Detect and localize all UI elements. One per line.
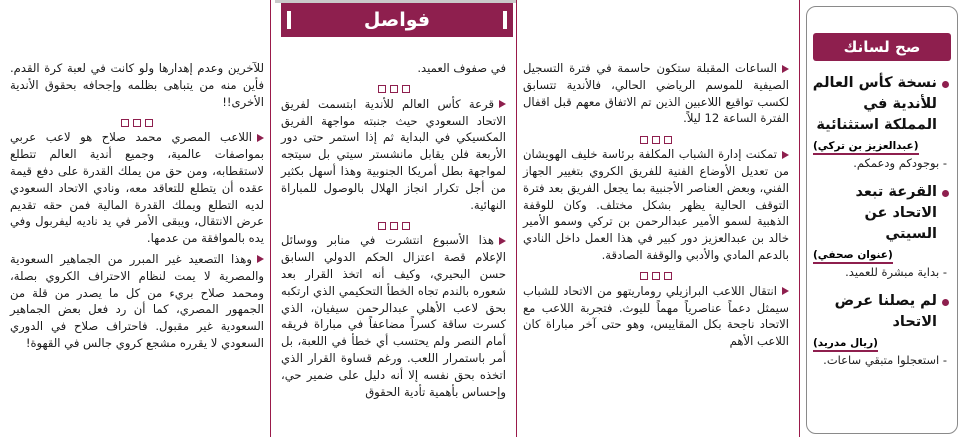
quote-item [811, 182, 949, 281]
bullet-arrow-icon [782, 151, 789, 159]
section-title: فواصل [281, 3, 513, 37]
paragraph: قرعة كأس العالم للأندية ابتسمت لفريق الاتحاد السعودي حيث جنبته مواجهة الفريق المكسيكي في البداية ثم إذا استمر حتى دور الأربعة فلن يقابل مانشستر سيتي بل سيتجه لمواجهة بطل أمريكا الجنوبية وهذا أسهل بكثير من أجل تكرار انجاز الهلال بالوصول للمباراة النهائية. [281, 96, 506, 212]
bullet-dot-icon [942, 190, 949, 197]
quote-title: القرعة تبعد الاتحاد عن السيتي [855, 184, 937, 242]
separator-squares [523, 268, 789, 278]
paragraph: الساعات المقبلة ستكون حاسمة في فترة التسجيل الصيفية للموسم الرياضي الحالي، فالأندية تتسابق لكسب تواقيع اللاعبين الذين تم الاتفاق معهم قبل اقفال الفترة الساعة 12 ليلاً. [523, 61, 789, 126]
quote-item [811, 73, 949, 172]
quote-title: نسخة كأس العالم للأندية في المملكة استثنائية [812, 75, 937, 133]
sidebar-title: صح لسانك [813, 33, 951, 61]
paragraph: اللاعب المصري محمد صلاح هو لاعب عربي بمواصفات عالمية، وجميع أندية العالم تتطلع لاستقطابه، ومن حق من يملك القدرة على دفع قيمة عقده أن يتطلع للتعاقد معه، ونادي الاتحاد السعودي لديه التطلع ويملك القدرة المالية فمن حقه تقديم عرض الانتقال، ويبقى الأمر في يد ناديه ليفربول وفي يده بالموافقة من عدمها. [10, 130, 264, 246]
separator-squares [281, 217, 506, 227]
quote-item [811, 291, 949, 369]
quote-source: (عنوان صحفي) [811, 249, 949, 261]
quote-comment: - استعجلوا متبقي ساعات. [823, 353, 947, 367]
bullet-dot-icon [942, 299, 949, 306]
quote-title: لم يصلنا عرض الاتحاد [834, 293, 937, 330]
bullet-arrow-icon [499, 237, 506, 245]
bullet-arrow-icon [257, 255, 264, 263]
quote-head [811, 182, 949, 245]
paragraph: للآخرين وعدم إهدارها ولو كانت في لعبة كرة القدم. فأين منه من يتباهى بظلمه وإجحافه بحقوق الأندية الأخرى!! [10, 61, 264, 109]
separator-squares [281, 81, 506, 91]
separator-squares [10, 114, 264, 124]
quote-head [811, 291, 949, 333]
paragraph: انتقال اللاعب البرازيلي روماريتهو من الاتحاد للشباب سيمثل دعماً عناصرياً مهماً لليوث. فتجربة اللاعب مع الاتحاد ناجحة بكل المقاييس، وهو حتى آخر مباراة كان اللاعب الأهم [523, 283, 789, 349]
paragraph: تمكنت إدارة الشباب المكلفة برئاسة خليف الهويشان من تعديل الأوضاع الفنية للفريق الكروي بتغيير الجهاز الفني، وبعض العناصر الأجنبية بما يجعل الفريق بعد فترة التوقف الحالية يظهر بشكل مختلف. وكان للوقفة الذهبية لسمو الأمير عبدالرحمن بن تركي وسمو الأمير خالد بن عبدالعزيز دور كبير في هذا العمل داخل النادي بالدعم المادي والأدبي والوقفة الصادقة. [523, 147, 789, 262]
quote-head [811, 73, 949, 136]
paragraph: في صفوف العميد. [417, 61, 506, 75]
quote-comment: - بوجودكم ودعمكم. [853, 156, 947, 170]
separator-squares [523, 131, 789, 141]
bullet-arrow-icon [257, 134, 264, 142]
column-left [4, 0, 271, 437]
paragraph: وهذا التصعيد غير المبرر من الجماهير السعودية والمصرية لا يمت لنظام الاحتراف الكروي بصلة، ومحمد صلاح بريء من كل ما يصدر من قلة من الجمهور المصري، كما أن رد فعل بعض الجماهير السعودية غير مقبول. فاحتراف صلاح في الدوري السعودي لا يقرره مشجع كروي جالس في القهوة! [10, 251, 264, 350]
quote-source: (ريال مدريد) [811, 337, 949, 349]
bullet-arrow-icon [499, 100, 506, 108]
quote-comment: - بداية مبشرة للعميد. [845, 265, 947, 279]
column-middle [275, 0, 517, 437]
bullet-arrow-icon [782, 65, 789, 73]
quote-source: (عبدالعزيز بن تركي) [811, 140, 949, 152]
column-right [517, 0, 800, 437]
bullet-dot-icon [942, 81, 949, 88]
bullet-arrow-icon [782, 287, 789, 295]
sidebar-box [806, 6, 958, 434]
sidebar-list [811, 73, 949, 379]
paragraph: هذا الأسبوع انتشرت في منابر ووسائل الإعلام قصة اعتزال الحكم الدولي السابق حسن البحيري، وكيف أنه اتخذ القرار بعد شعوره بالندم تجاه الخطأ التحكيمي الذي ارتكبه بحق لاعب الأهلي عبدالرحمن سيفيان، الذي كسرت ساقة كسراً مضاعفاً في مباراة فريقه أمام النصر ولم يحتسب أي خطأ في اللعبة، بل أمر باستمرار اللعب. ورغم قساوة القرار الذي اتخذه بحق نفسه إلا أنه دليل على ضمير حي، وإحساس بأهمية تأدية الحقوق [281, 233, 506, 399]
